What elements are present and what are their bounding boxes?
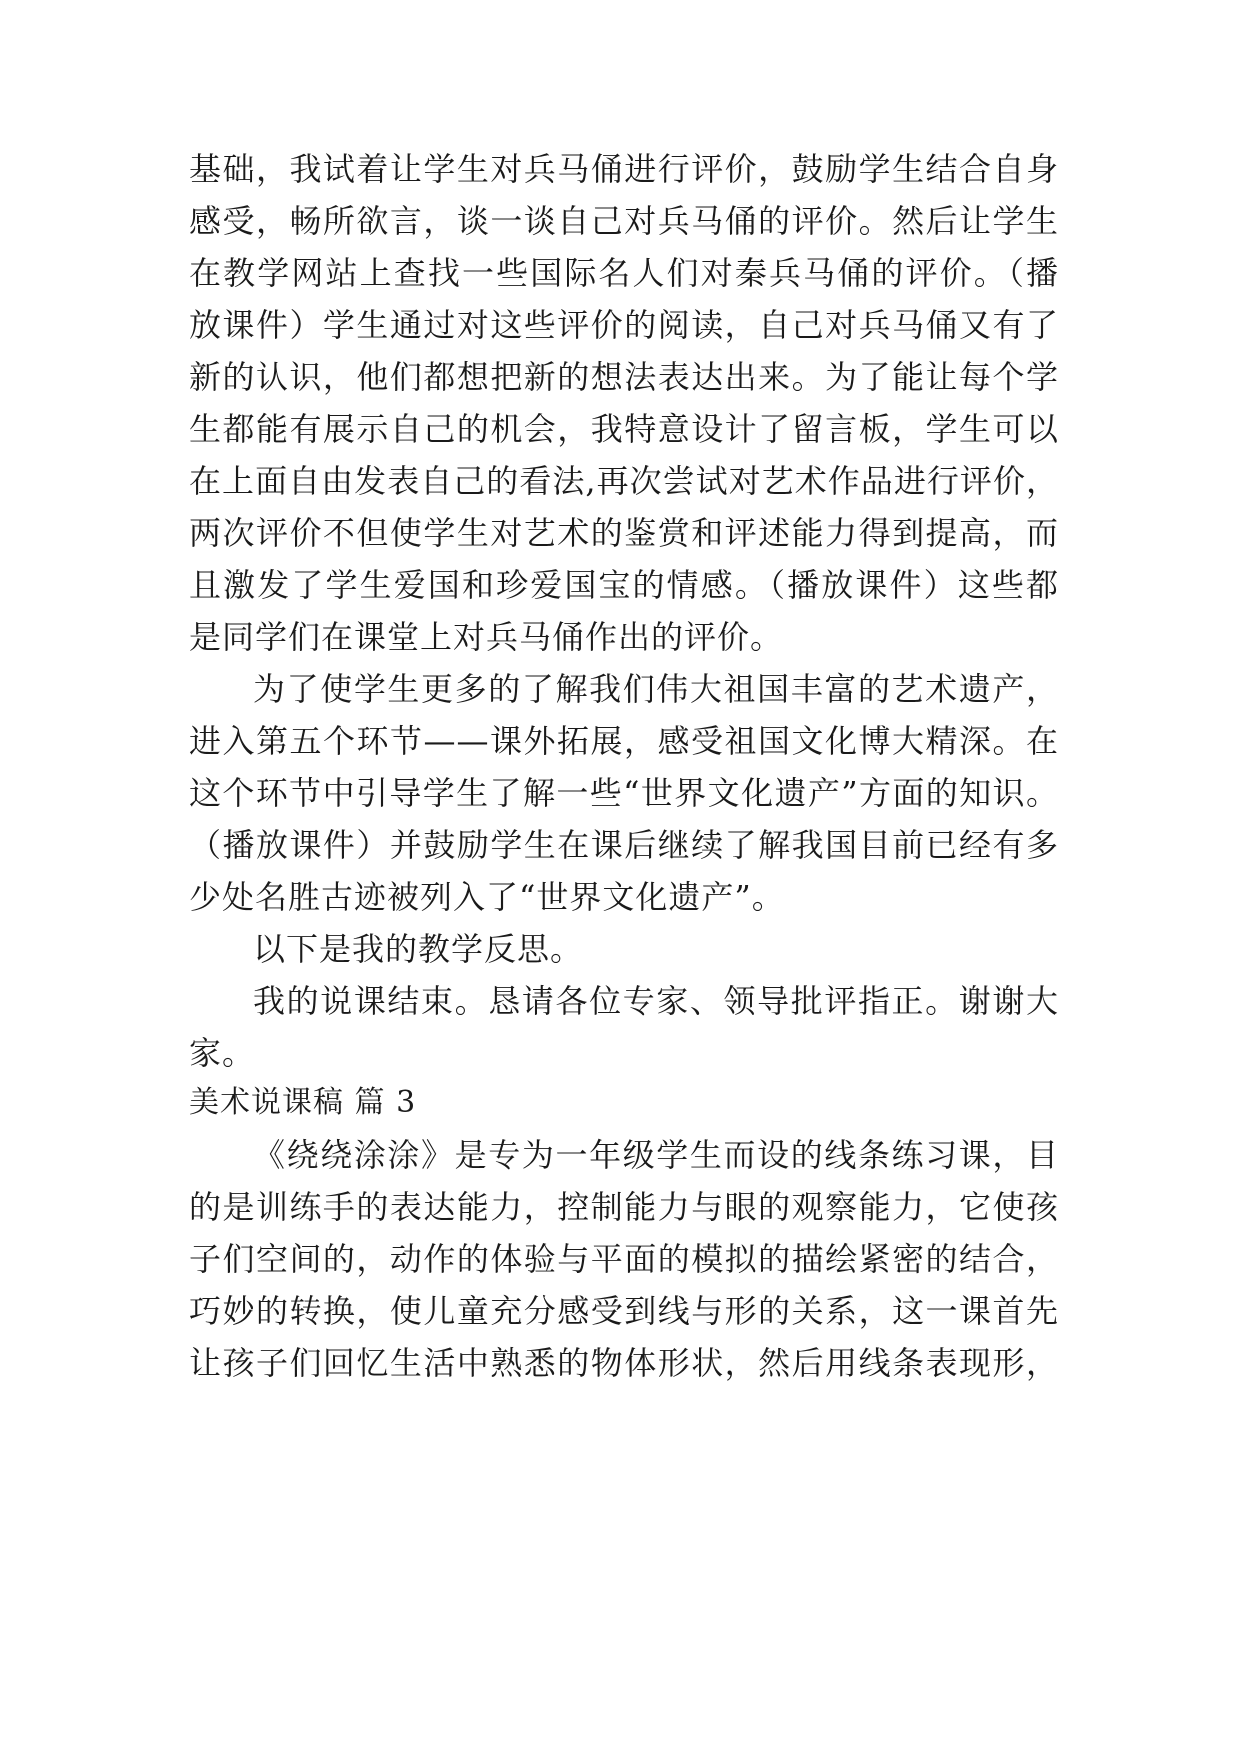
paragraph-line: 让孩子们回忆生活中熟悉的物体形状，然后用线条表现形， — [189, 1344, 1059, 1382]
paragraph-line: 在上面自由发表自己的看法,再次尝试对艺术作品进行评价， — [189, 462, 1059, 500]
paragraph-line: 以下是我的教学反思。 — [253, 930, 584, 968]
paragraph-line: 子们空间的，动作的体验与平面的模拟的描绘紧密的结合， — [189, 1240, 1059, 1278]
paragraph-line: 家。 — [189, 1034, 256, 1072]
paragraph-line: 少处名胜古迹被列入了“世界文化遗产”。 — [189, 878, 785, 916]
paragraph-line: 进入第五个环节——课外拓展，感受祖国文化博大精深。在 — [189, 722, 1059, 760]
paragraph-line: 新的认识，他们都想把新的想法表达出来。为了能让每个学 — [189, 358, 1059, 396]
paragraph-line: 感受，畅所欲言，谈一谈自己对兵马俑的评价。然后让学生 — [189, 202, 1059, 240]
paragraph-line: 的是训练手的表达能力，控制能力与眼的观察能力，它使孩 — [189, 1188, 1059, 1226]
paragraph-line: 巧妙的转换，使儿童充分感受到线与形的关系，这一课首先 — [189, 1292, 1059, 1330]
paragraph-line: （播放课件）并鼓励学生在课后继续了解我国目前已经有多 — [189, 826, 1059, 864]
paragraph-line: 两次评价不但使学生对艺术的鉴赏和评述能力得到提高，而 — [189, 514, 1059, 552]
paragraph-line: 为了使学生更多的了解我们伟大祖国丰富的艺术遗产， — [253, 670, 1059, 708]
section-heading: 美术说课稿 篇 3 — [189, 1085, 417, 1120]
paragraph-line: 是同学们在课堂上对兵马俑作出的评价。 — [189, 618, 784, 656]
paragraph-line: 《绕绕涂涂》是专为一年级学生而设的线条练习课，目 — [253, 1136, 1059, 1174]
paragraph-line: 这个环节中引导学生了解一些“世界文化遗产”方面的知识。 — [189, 774, 1059, 812]
paragraph-line: 在教学网站上查找一些国际名人们对秦兵马俑的评价。（播 — [189, 254, 1059, 292]
paragraph-line: 生都能有展示自己的机会，我特意设计了留言板，学生可以 — [189, 410, 1059, 448]
paragraph-line: 基础，我试着让学生对兵马俑进行评价，鼓励学生结合自身 — [189, 150, 1059, 188]
paragraph-line: 我的说课结束。恳请各位专家、领导批评指正。谢谢大 — [253, 982, 1059, 1020]
paragraph-line: 放课件）学生通过对这些评价的阅读，自己对兵马俑又有了 — [189, 306, 1059, 344]
paragraph-line: 且激发了学生爱国和珍爱国宝的情感。（播放课件）这些都 — [189, 566, 1059, 604]
